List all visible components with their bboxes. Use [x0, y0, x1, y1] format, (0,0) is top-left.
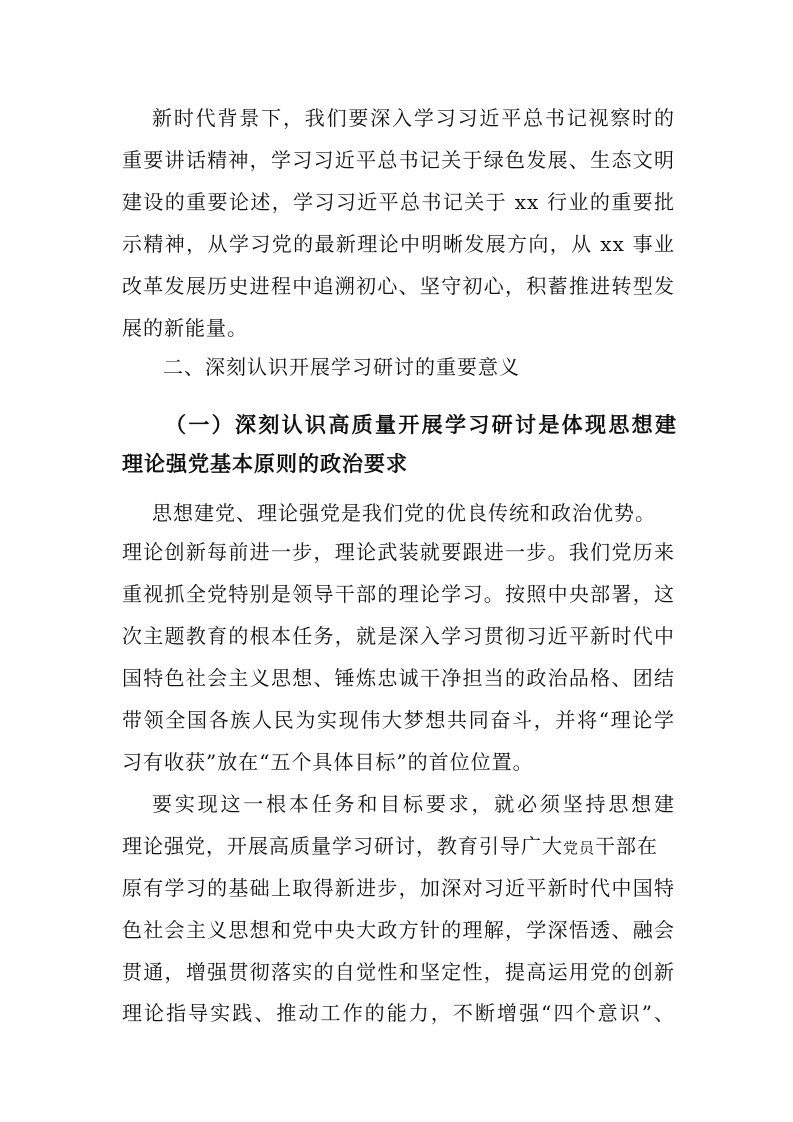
paragraph-line: 次主题教育的根本任务，就是深入学习贯彻习近平新时代中 — [122, 624, 675, 648]
text-run: 干部在 — [595, 834, 659, 858]
text-run: 理论强党，开展高质量学习研讨，教育引导广大 — [122, 834, 563, 858]
text-run-small: 党员 — [563, 839, 596, 857]
subsection-heading: 理论强党基本原则的政治要求 — [122, 451, 408, 476]
paragraph-line: 理论创新每前进一步，理论武装就要跟进一步。我们党历来 — [122, 540, 675, 564]
paragraph-line: 展的新能量。 — [122, 316, 248, 340]
paragraph-line: 国特色社会主义思想、锤炼忠诚干净担当的政治品格、团结 — [122, 666, 675, 690]
paragraph-line: 改革发展历史进程中追溯初心、坚守初心，积蓄推进转型发 — [122, 274, 675, 298]
paragraph-line: 色社会主义思想和党中央大政方针的理解，学深悟透、融会 — [122, 918, 675, 942]
paragraph-line: 要实现这一根本任务和目标要求，就必须坚持思想建 — [152, 792, 675, 816]
paragraph-line: 重视抓全党特别是领导干部的理论学习。按照中央部署，这 — [122, 582, 675, 606]
paragraph-line: 思想建党、理论强党是我们党的优良传统和政治优势。 — [152, 501, 656, 525]
paragraph-line: 贯通，增强贯彻落实的自觉性和坚定性，提高运用党的创新 — [122, 960, 675, 984]
paragraph-line — [122, 833, 675, 859]
paragraph-line: 习有收获”放在“五个具体目标”的首位位置。 — [122, 750, 534, 774]
paragraph-line: 理论指导实践、推动工作的能力，不断增强“四个意识”、 — [122, 1001, 675, 1025]
paragraph-line: 建设的重要论述，学习习近平总书记关于 xx 行业的重要批 — [122, 190, 675, 214]
paragraph-line: 示精神，从学习党的最新理论中明晰发展方向，从 xx 事业 — [122, 232, 675, 256]
paragraph-line: 重要讲话精神，学习习近平总书记关于绿色发展、生态文明 — [122, 148, 675, 172]
paragraph-line: 新时代背景下，我们要深入学习习近平总书记视察时的 — [152, 106, 675, 130]
subsection-heading: （一）深刻认识高质量开展学习研讨是体现思想建 — [165, 412, 677, 437]
paragraph-line: 带领全国各族人民为实现伟大梦想共同奋斗，并将“理论学 — [122, 708, 675, 732]
section-heading: 二、深刻认识开展学习研讨的重要意义 — [163, 355, 520, 379]
paragraph-line: 原有学习的基础上取得新进步，加深对习近平新时代中国特 — [122, 876, 675, 900]
